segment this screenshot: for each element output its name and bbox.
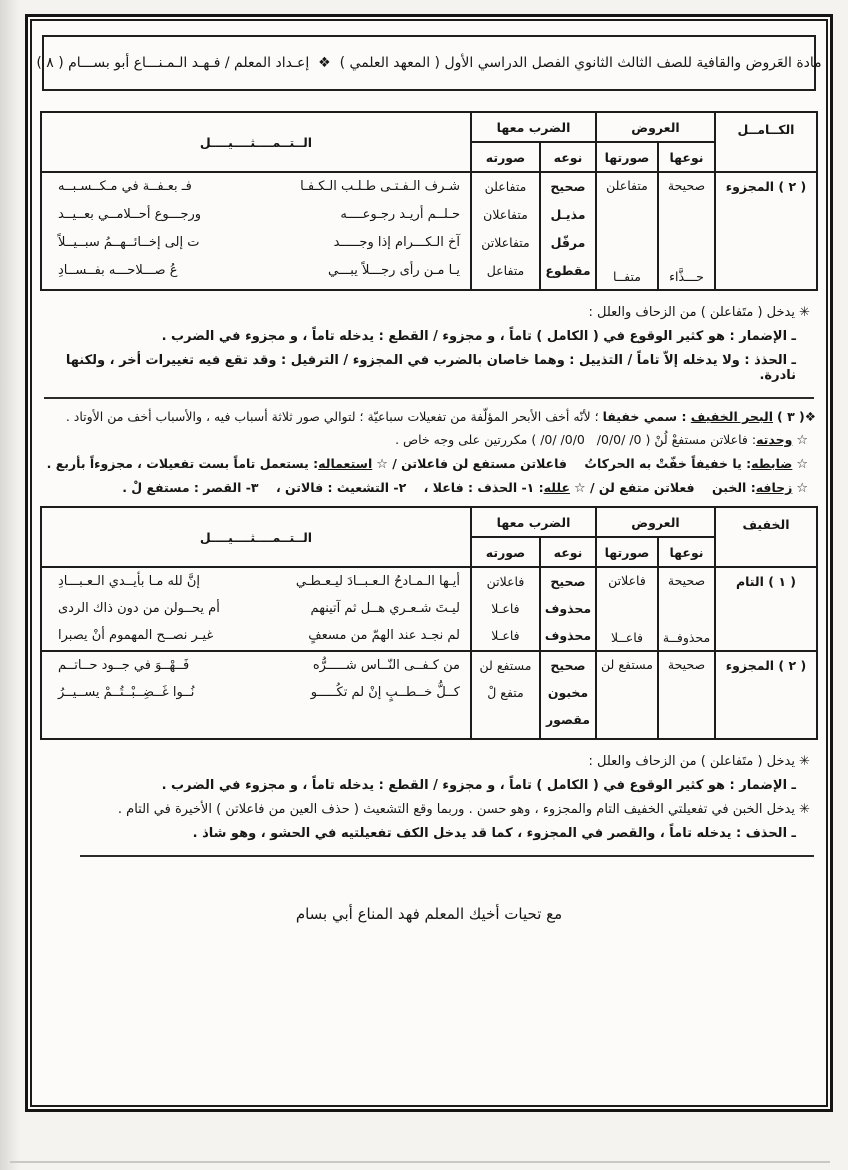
zihaf-line: ☆ زحافه: الخبن فعلاتن متفع لن / ☆ علله: ١- الحذف : فاعلا ، ٢- التشعيث : فالاتن ، ٣- القصر : مستفع لْ . (122, 480, 808, 496)
table-row (41, 651, 817, 739)
verse-line: أيـها الـمـادحُ الـعـبــادَ ليـعـطـي إنَّ لله مـا بأيــدي الـعـبـــادِ (58, 574, 460, 589)
row-label: ( ٢ ) المجزوء (715, 651, 817, 739)
star-bullet-icon: ☆ (376, 457, 388, 472)
star-bullet-icon: ☆ (796, 481, 808, 496)
table-row (41, 172, 817, 290)
row-label: ( ٢ ) المجزوء (715, 172, 817, 290)
verse-line: من كـفــى النّــاس شـــــرُّه فَــهْــوَ في جــود حــاتــم (58, 658, 460, 673)
tamtheel-cell (41, 172, 471, 290)
arud-group-header: العروض (596, 112, 715, 142)
wahda-line: ☆ وحدته: فاعلاتن مستفعْ لُنْ ( /0/ /0/0 /0/0/ /0 ) مكررتين على وجه خاص . (395, 432, 808, 448)
scanner-edge-shadow (0, 0, 20, 1170)
arud-naw-header: نوعها (658, 537, 715, 567)
arud-sura-header: صورتها (596, 537, 658, 567)
darb-sura-cell: متفاعلن متفاعلان متفاعلاتن متفاعل (471, 172, 540, 290)
page-outer-frame (25, 14, 833, 1112)
arud-sura-cell: مستفع لن (596, 651, 658, 739)
note-line: ✳ يدخل ( متَفاعلن ) من الزحاف والعلل : (588, 754, 810, 769)
note-line: ـ الحذذ : ولا يدخله إلاّ تاماً / التذييل : وهما خاصان بالضرب في المجزوء / الترفيل : وقد تقع فيه تغييرات أخر ، ولكنها نادرة. (65, 353, 796, 383)
arud-sura-header: صورتها (596, 142, 658, 172)
tamtheel-cell (41, 651, 471, 739)
arud-group-header: العروض (596, 507, 715, 537)
darb-naw-header: نوعه (540, 537, 596, 567)
arud-sura-cell: فاعلاتن فاعــلا (596, 567, 658, 651)
tamtheel-header: الــتــمــــثــــيــــل (41, 112, 471, 172)
note-line: ـ الإضمار : هو كثير الوقوع في ( الكامل ) تاماً ، و مجزوء / القطع : يدخله تاماً ، و مجزوء في الضرب . (161, 329, 796, 344)
darb-sura-cell: مستفع لن متفع لْ (471, 651, 540, 739)
darb-group-header: الضرب معها (471, 112, 596, 142)
note-line: ✳ يدخل الخبن في تفعيلتي الخفيف التام والمجزوء ، وهو حسن . وربما وقع التشعيث ( حذف العين من فاعلاتن ) الأخيرة في التام . (117, 802, 810, 817)
khafif-intro-line: ❖( ٣ ) البحر الخفيف : سمي خفيفا ؛ لأنّه أخف الأبحر المؤلّفة من تفعيلات سباعيّة ؛ لتوالي صور ثلاثة أسباب فيه ، والأسباب أخف من الأوتاد . (65, 409, 816, 424)
verse-line: لم نجـد عند الهمّ من مسعفٍ غيـر نصــح المهموم أنْ يصبرا (58, 628, 460, 643)
darb-naw-cell: صحيح محذوف محذوف (540, 567, 596, 651)
arud-sura-cell: متفاعلن متفــا (596, 172, 658, 290)
page-title: مادة العَروض والقافية للصف الثالث الثانوي الفصل الدراسي الأول ( المعهد العلمي ) ❖ إعـداد المعلم / فـهـد الـمـنـــاع أبو بســـام ( ٨ ) (36, 55, 822, 71)
arud-naw-cell: صحيحة (658, 651, 715, 739)
darb-naw-cell: صحيح مذيـل مرفّل مقطوع (540, 172, 596, 290)
tamtheel-header: الــتــمــــثــــيــــل (41, 507, 471, 567)
khafif-notes (40, 754, 810, 841)
arud-naw-header: نوعها (658, 142, 715, 172)
table-row (41, 567, 817, 651)
prosody-notation: ( /0/ /0/0 /0/0/ /0 ) (531, 432, 651, 447)
section-divider (44, 397, 814, 399)
page-inner-frame (30, 19, 828, 1107)
note-line: ✳ يدخل ( متَفاعلن ) من الزحاف والعلل : (588, 305, 810, 320)
note-line: ـ الحذف : يدخله تاماً ، والقصر في المجزوء ، كما قد يدخل الكف تفعيلتيه في الحشو ، وهو شاذ . (192, 826, 796, 841)
darb-group-header: الضرب معها (471, 507, 596, 537)
footer-greeting: مع تحيات أخيك المعلم فهد المناع أبي بسام (295, 905, 563, 923)
verse-line: شـرف الـفـتـى طـلـب الـكـفـا فـ بعـفــة في مـكــسـبــه (58, 179, 460, 194)
footer-divider (80, 855, 814, 857)
kamil-meter-name-header: الكــامــل (715, 112, 817, 172)
verse-line: يـا مـن رأى رجـــلاً يبـــي عُ صـــلاحـــه بفــســادِ (58, 263, 460, 278)
verse-line: آخ الـكـــرام إذا وجـــــد ت إلى إخــائــهــمُ سبــيــلاً (58, 235, 460, 250)
scanner-bottom-artifact (10, 1161, 830, 1163)
darb-sura-header: صورته (471, 537, 540, 567)
khafif-table (40, 506, 818, 740)
khafif-meter-name-header: الخفيف (715, 507, 817, 567)
khafif-section (40, 409, 818, 496)
darb-naw-header: نوعه (540, 142, 596, 172)
kamil-table (40, 111, 818, 291)
title-box (36, 35, 822, 91)
darb-sura-header: صورته (471, 142, 540, 172)
row-label: ( ١ ) التام (715, 567, 817, 651)
diamond-bullet-icon: ❖ (804, 409, 816, 424)
darb-naw-cell: صحيح مخبون مقصور (540, 651, 596, 739)
arud-naw-cell: صحيحة حـــذَّاء (658, 172, 715, 290)
verse-line: حـلــم أريـد رجـوعــــه ورجـــوع أحــلامــي بعــيــد (58, 207, 460, 222)
verse-line: كــلُّ خــطــبٍ إنْ لم تكُـــــو نُــوا غَــضِــبْــتُــمْ يســيــرُ (58, 685, 460, 700)
kamil-notes (40, 305, 810, 383)
darb-sura-cell: فاعلاتن فاعـلا فاعـلا (471, 567, 540, 651)
star-bullet-icon: ☆ (796, 457, 808, 472)
verse-line: ليـتَ شـعـري هــل ثم آتينهم أم يحــولن من دون ذاك الردى (58, 601, 460, 616)
dabita-line: ☆ ضابطه: يا خفيفاً خفّتْ به الحركاتُ فاعلاتن مستفع لن فاعلاتن / ☆ استعماله: يستعمل تاماً بست تفعيلات ، مجزوءاً بأربع . (46, 456, 808, 472)
star-bullet-icon: ☆ (796, 433, 808, 448)
note-line: ـ الإضمار : هو كثير الوقوع في ( الكامل ) تاماً ، و مجزوء / القطع : يدخله تاماً ، و مجزوء في الضرب . (161, 778, 796, 793)
arud-naw-cell: صحيحة محذوفــة (658, 567, 715, 651)
tamtheel-cell (41, 567, 471, 651)
star-bullet-icon: ☆ (573, 481, 586, 496)
